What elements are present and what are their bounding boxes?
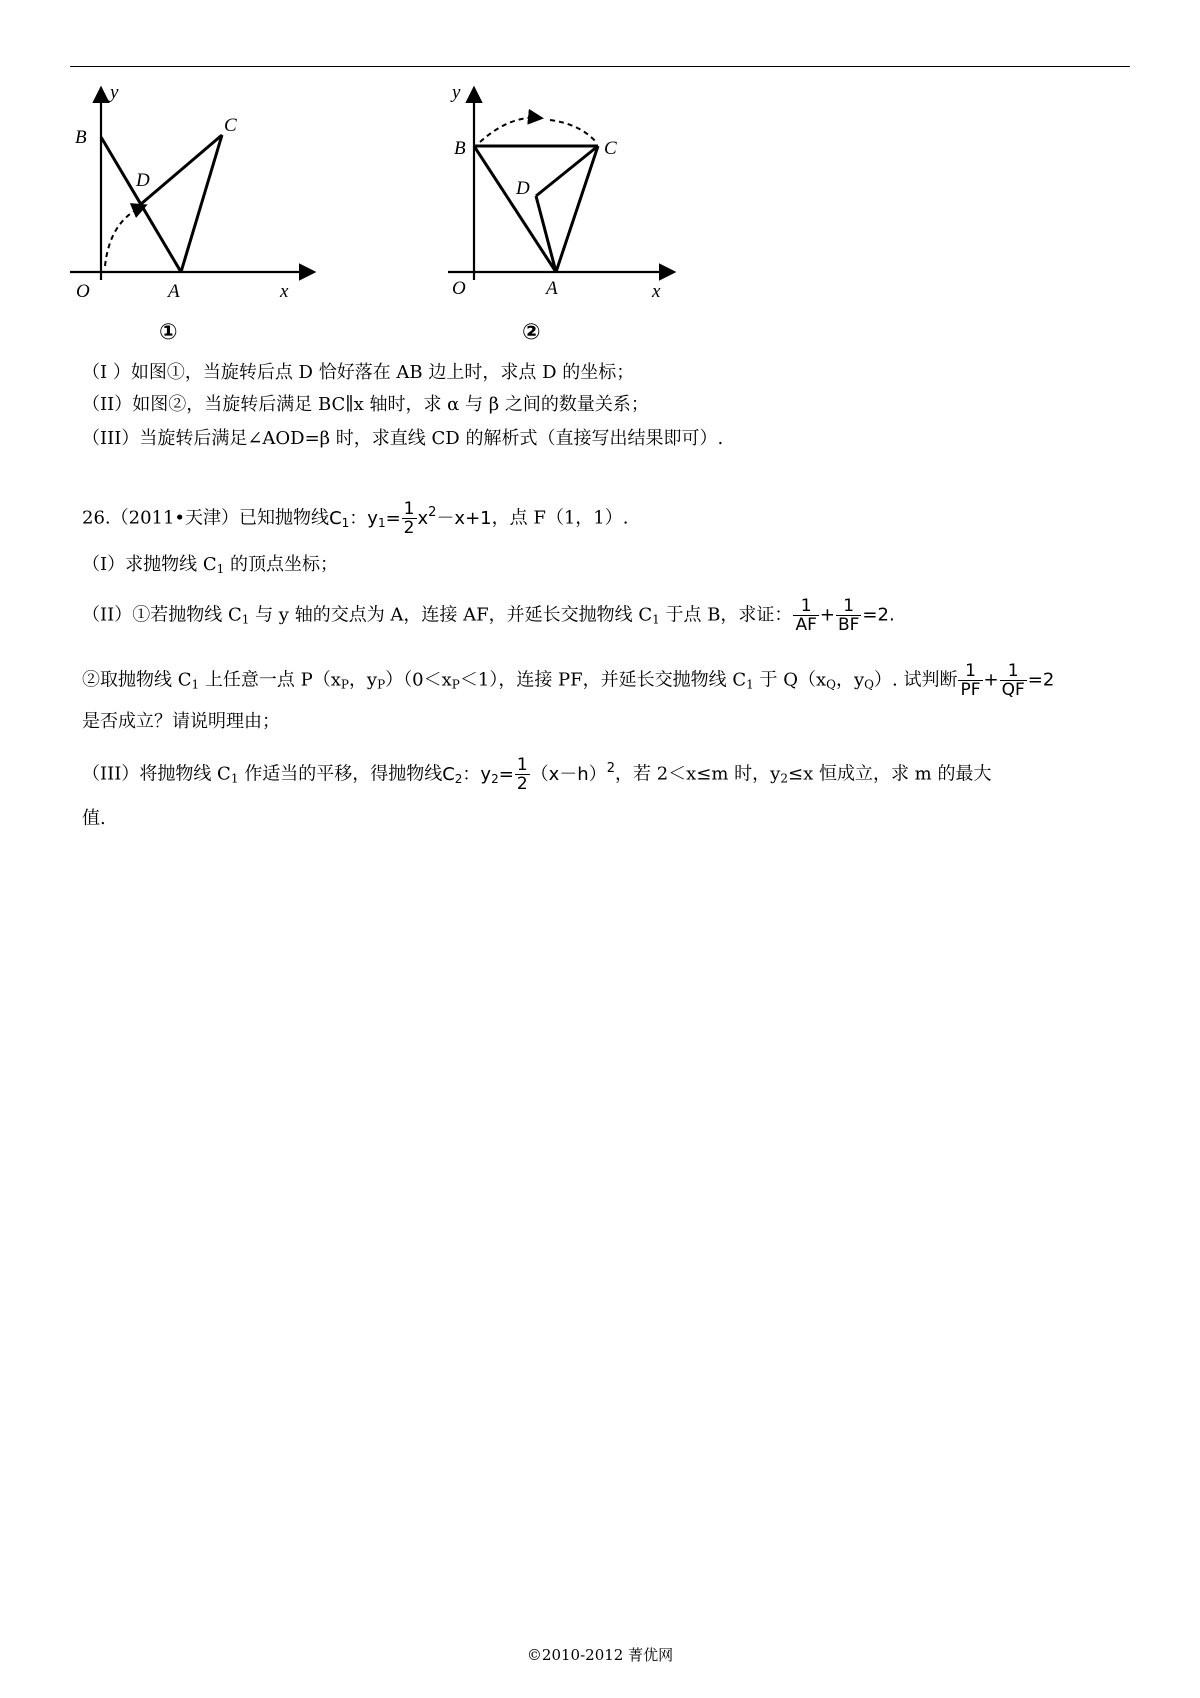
fraction-half-2: $\frac{1}{2}$ [516,755,528,794]
q26-intro: 26.（2011•天津）已知抛物线$C_1$：$y_1=$ $\frac{1}{2}$ $x^2-x+1$，点 F（1，1）. [82,499,629,538]
point-o-label: O [76,281,90,302]
segment-ac [556,146,598,272]
rotation-arc [105,206,144,266]
point-a-label: A [546,278,558,299]
point-c-label: C [224,115,237,136]
formula-c2: $C_2$：$y_2=$ $\frac{1}{2}$ $(x-h)^2$ [442,755,615,794]
q25-part-2: （II）如图②，当旋转后满足 BC∥x 轴时，求 α 与 β 之间的数量关系； [82,394,649,415]
rotation-arc [480,118,540,142]
fraction-1-over-qf: $\frac{1}{QF}$ [1001,661,1025,700]
point-a-label: A [168,281,180,302]
point-c-label: C [604,138,617,159]
figure-2 [440,80,680,305]
q25-part-3: （III）当旋转后满足∠AOD=β 时，求直线 CD 的解析式（直接写出结果即可）. [82,428,724,449]
figure-1 [60,80,320,305]
formula-c1: $C_1$：$y_1=$ $\frac{1}{2}$ $x^2-x+1$ [329,499,492,538]
q26-part-1: （I）求抛物线 $C_1$ 的顶点坐标； [82,554,338,576]
segment-ba [101,137,181,272]
figure-2-caption: ② [522,320,541,345]
figure-1-caption: ① [159,320,178,345]
fraction-half: $\frac{1}{2}$ [403,499,415,538]
q25-part-1: （I ）如图①，当旋转后点 D 恰好落在 AB 边上时，求点 D 的坐标； [82,362,635,383]
segment-ba [474,146,556,272]
fraction-1-over-bf: $\frac{1}{BF}$ [837,596,860,635]
point-b-label: B [75,127,87,148]
point-o-label: O [452,278,466,299]
header-rule [70,66,1130,67]
segment-ad [536,196,556,272]
fraction-1-over-af: $\frac{1}{AF}$ [795,596,817,635]
segment-dc [141,135,222,204]
q26-part-2: （II）①若抛物线 $C_1$ 与 y 轴的交点为 A，连接 AF，并延长交抛物线 $C_1$ 于点 B，求证： $\frac{1}{AF}$ + $\frac{1}{BF}$ =2. [82,596,895,635]
axis-y-label: y [110,82,119,103]
axis-x-label: x [280,281,289,302]
q26-part-3: （III）将抛物线 $C_1$ 作适当的平移，得抛物线$C_2$：$y_2=$ $\frac{1}{2}$ $(x-h)^2$，若 2＜x≤m 时，$y_2\le x$ 恒成立，求 m 的最大 [82,755,992,794]
axis-x-label: x [652,281,661,302]
q26-part-2b-continued: 是否成立？请说明理由； [82,711,280,732]
point-d-label: D [136,170,150,191]
segment-ac [181,135,222,272]
fraction-1-over-pf: $\frac{1}{PF}$ [960,661,981,700]
page-footer: ©2010-2012 菁优网 [526,1646,674,1664]
q26-part-3-continued: 值. [82,808,106,829]
point-d-label: D [516,178,530,199]
axis-y-label: y [452,82,461,103]
q26-part-2b: ②取抛物线 $C_1$ 上任意一点 $P(x_P$，$y_P)(0<x_P<1)$，连接 PF，并延长交抛物线 $C_1$ 于 $Q(x_Q$，$y_Q$）. 试判断 $\frac{1}{PF}$ + $\frac{1}{QF}$ =2 [82,661,1055,700]
point-b-label: B [454,138,466,159]
